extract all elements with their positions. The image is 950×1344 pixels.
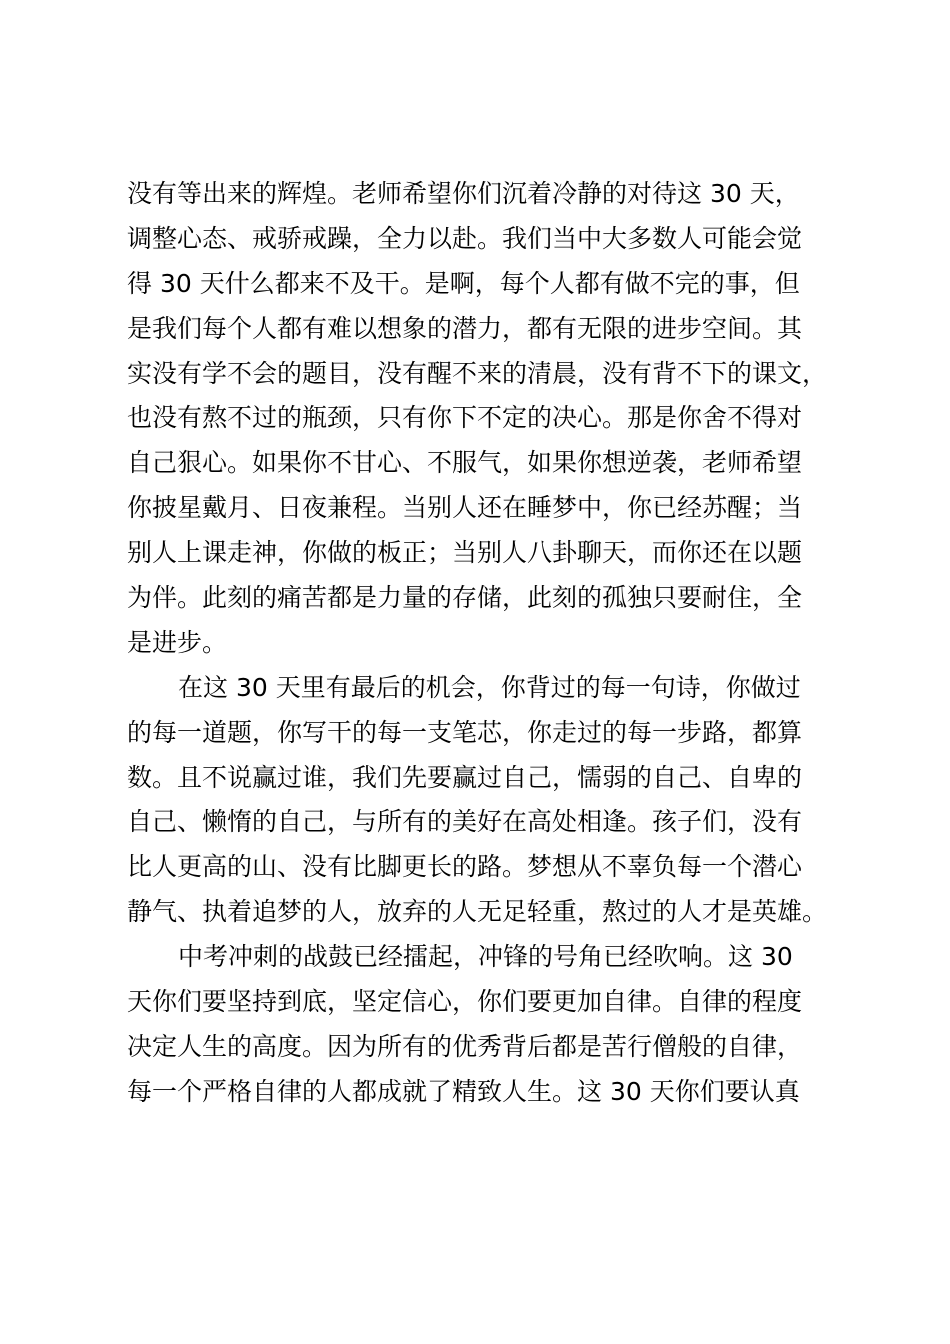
text-line: 得 30 天什么都来不及干。是啊，每个人都有做不完的事，但 (127, 268, 800, 298)
document-body (127, 172, 837, 1115)
text-line: 没有等出来的辉煌。老师希望你们沉着冷静的对待这 30 天， (127, 179, 800, 208)
paragraph-2 (127, 666, 837, 935)
text-line: 也没有熬不过的瓶颈，只有你下不定的决心。那是你舍不得对 (127, 403, 803, 433)
text-line: 实没有学不会的题目，没有醒不来的清晨，没有背不下的课文， (127, 358, 828, 388)
text-line: 为伴。此刻的痛苦都是力量的存储，此刻的孤独只要耐住，全 (127, 583, 803, 613)
text-line: 中考冲刺的战鼓已经擂起，冲锋的号角已经吹响。这 30 (178, 942, 793, 972)
paragraph-3 (127, 935, 837, 1115)
text-line: 别人上课走神，你做的板正；当别人八卦聊天，而你还在以题 (127, 538, 803, 568)
text-line: 数。且不说赢过谁，我们先要赢过自己，懦弱的自己、自卑的 (127, 762, 803, 792)
text-line: 在这 30 天里有最后的机会，你背过的每一句诗，你做过 (178, 672, 801, 702)
text-line: 天你们要坚持到底，坚定信心，你们要更加自律。自律的程度 (127, 987, 803, 1017)
text-line: 静气、执着追梦的人，放弃的人无足轻重，熬过的人才是英雄。 (127, 897, 828, 927)
text-line: 你披星戴月、日夜兼程。当别人还在睡梦中，你已经苏醒；当 (127, 493, 803, 523)
text-line: 决定人生的高度。因为所有的优秀背后都是苦行僧般的自律， (127, 1031, 803, 1061)
text-line: 是进步。 (127, 627, 228, 657)
text-line: 自己、懒惰的自己，与所有的美好在高处相逢。孩子们，没有 (127, 807, 803, 837)
text-line: 是我们每个人都有难以想象的潜力，都有无限的进步空间。其 (127, 313, 803, 343)
text-line: 调整心态、戒骄戒躁，全力以赴。我们当中大多数人可能会觉 (127, 223, 803, 253)
text-line: 比人更高的山、没有比脚更长的路。梦想从不辜负每一个潜心 (127, 852, 803, 882)
paragraph-1 (127, 172, 837, 666)
text-line: 每一个严格自律的人都成就了精致人生。这 30 天你们要认真 (127, 1076, 800, 1106)
text-line: 的每一道题，你写干的每一支笔芯，你走过的每一步路，都算 (127, 717, 803, 747)
text-line: 自己狠心。如果你不甘心、不服气，如果你想逆袭，老师希望 (127, 448, 803, 478)
